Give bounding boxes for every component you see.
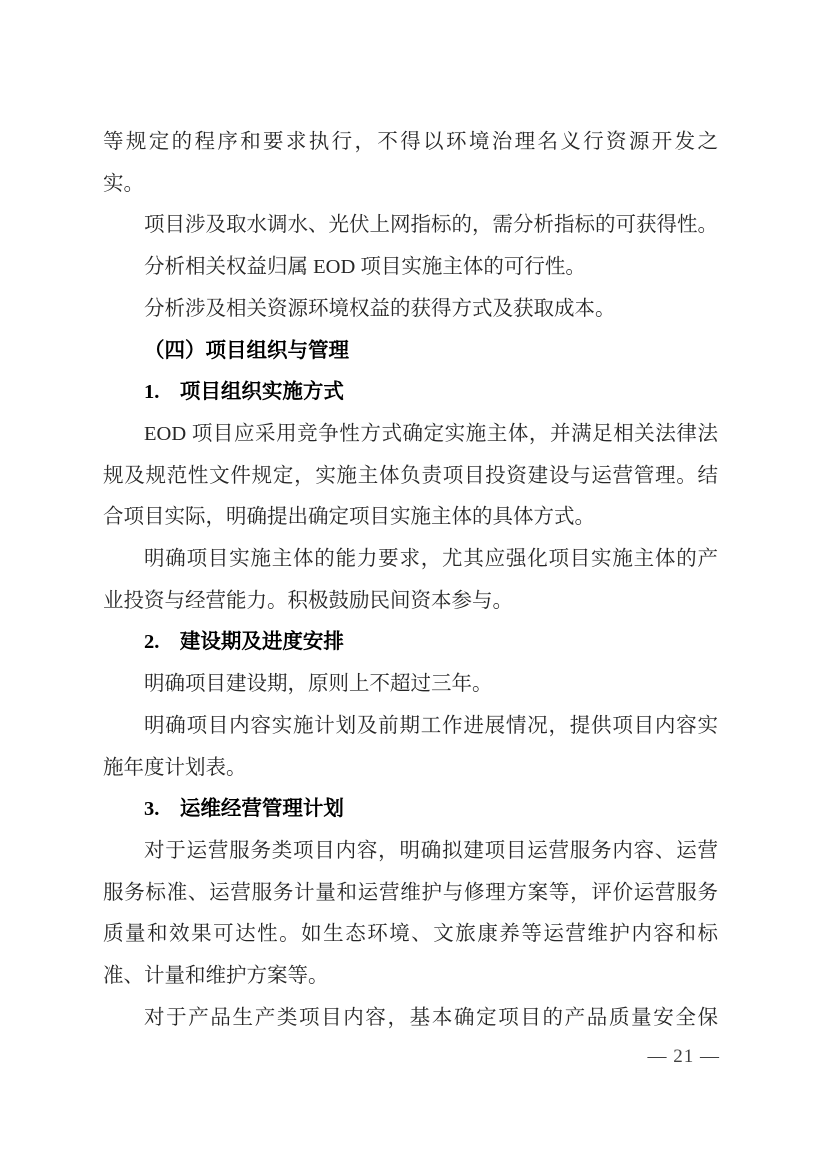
document-body	[103, 122, 718, 1039]
paragraph-line: 等规定的程序和要求执行，不得以环境治理名义行资源开发之	[103, 131, 718, 153]
paragraph-line: 业投资与经营能力。积极鼓励民间资本参与。	[103, 589, 513, 612]
paragraph-line: 规及规范性文件规定，实施主体负责项目投资建设与运营管理。结	[103, 464, 718, 487]
paragraph-line: 项目涉及取水调水、光伏上网指标的，需分析指标的可获得性。	[144, 214, 718, 237]
paragraph-line: 明确项目内容实施计划及前期工作进展情况，提供项目内容实	[144, 714, 718, 737]
section-heading: 2. 建设期及进度安排	[144, 631, 344, 654]
paragraph-line: 合项目实际，明确提出确定项目实施主体的具体方式。	[103, 506, 595, 529]
paragraph-line: 准、计量和维护方案等。	[103, 965, 329, 988]
page-footer	[648, 1044, 721, 1070]
paragraph-line: 施年度计划表。	[103, 756, 247, 779]
paragraph-line: 服务标准、运营服务计量和运营维护与修理方案等，评价运营服务	[103, 881, 718, 904]
section-heading: 3. 运维经营管理计划	[144, 798, 344, 821]
section-heading: （四）项目组织与管理	[144, 339, 349, 362]
section-heading: 1. 项目组织实施方式	[144, 381, 344, 404]
paragraph-line: 明确项目建设期，原则上不超过三年。	[144, 673, 493, 696]
paragraph-line: 分析相关权益归属 EOD 项目实施主体的可行性。	[144, 256, 586, 279]
paragraph-line: 对于产品生产类项目内容，基本确定项目的产品质量安全保	[144, 1006, 718, 1029]
page-number: — 21 —	[647, 1046, 720, 1067]
paragraph-line: 对于运营服务类项目内容，明确拟建项目运营服务内容、运营	[144, 839, 718, 862]
paragraph-line: EOD 项目应采用竞争性方式确定实施主体，并满足相关法律法	[144, 422, 718, 445]
paragraph-line: 分析涉及相关资源环境权益的获得方式及获取成本。	[144, 297, 616, 320]
paragraph-line: 明确项目实施主体的能力要求，尤其应强化项目实施主体的产	[144, 548, 718, 571]
paragraph-line: 实。	[103, 172, 144, 195]
paragraph-line: 质量和效果可达性。如生态环境、文旅康养等运营维护内容和标	[103, 923, 718, 946]
